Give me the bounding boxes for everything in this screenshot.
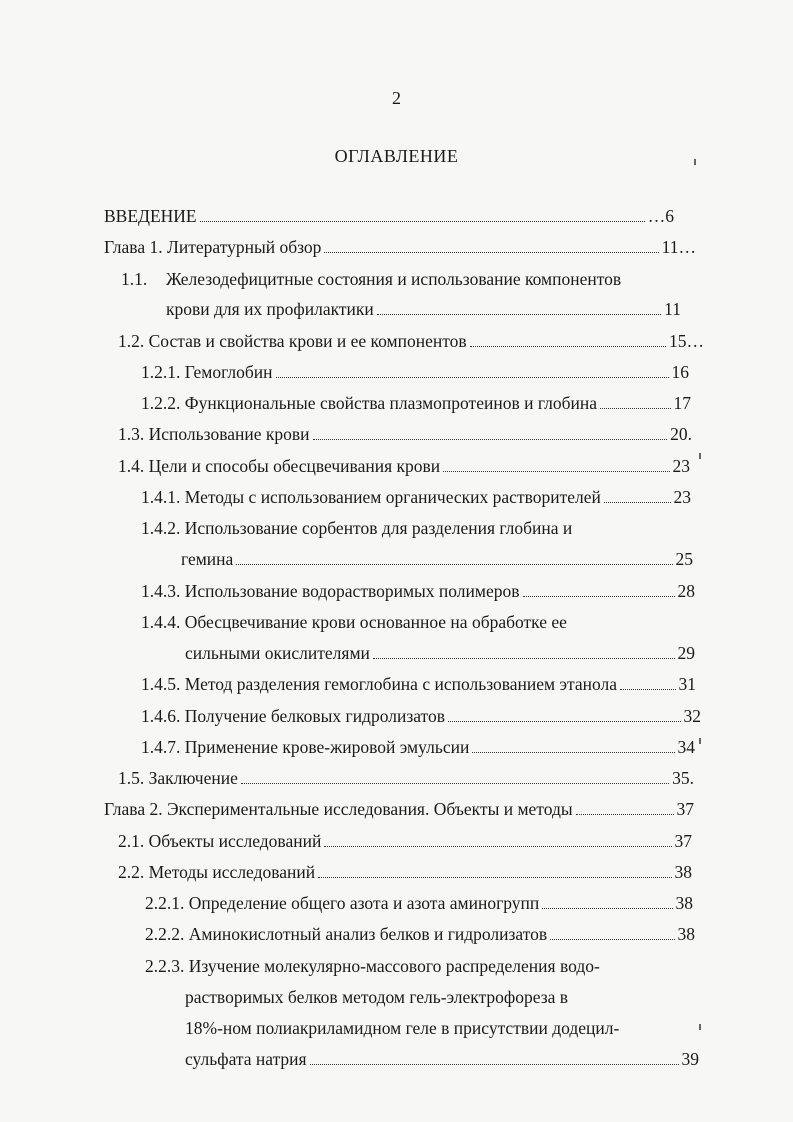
dot-leader [324,845,671,847]
toc-entry-page: 29 [677,643,695,663]
toc-entry-page: 23 [672,456,690,476]
toc-entry-title: 1.4.1. Методы с использованием органических растворителей [141,487,601,507]
toc-entry-title: 1.3. Использование крови [118,424,310,444]
toc-title: ОГЛАВЛЕНИЕ [334,146,459,166]
toc-entry-2-2-1[interactable] [145,891,693,915]
toc-entry-title: 1.2. Состав и свойства крови и ее компонентов [118,331,467,351]
toc-entry-page: 23 [673,487,691,507]
toc-entry-title: 1.4.6. Получение белковых гидролизатов [141,706,445,726]
toc-entry-2-2-3-line2[interactable]: растворимых белков методом гель-электрофореза в [185,987,569,1007]
toc-entry-page: 34 [677,737,695,757]
toc-entry-page: 37 [676,799,694,819]
toc-entry-1-2[interactable] [118,329,704,353]
toc-entry-title: гемина [181,549,234,569]
toc-entry-1-1-continuation[interactable] [166,297,681,321]
toc-entry-2-2-3-title[interactable]: 2.2.3. Изучение молекулярно-массового распределения водо- [145,956,600,976]
toc-entry-title: сульфата натрия [185,1049,307,1069]
toc-entry-1-4-7[interactable] [141,735,695,759]
dot-leader [620,688,675,690]
toc-entry-chapter-1[interactable] [104,235,696,259]
toc-entry-1-4-4-continuation[interactable] [185,641,695,665]
toc-entry-title: 2.1. Объекты исследований [118,831,322,851]
toc-entry-page: 35. [672,768,694,788]
toc-entry-title: 1.2.1. Гемоглобин [141,362,273,382]
toc-entry-title: 1.4. Цели и способы обесцвечивания крови [118,456,441,476]
toc-entry-introduction[interactable] [104,204,674,228]
dot-leader [377,313,661,315]
toc-entry-title: сильными окислителями [185,643,370,663]
dot-leader [241,782,669,784]
scan-speck [694,159,696,165]
dot-leader [310,1063,679,1065]
toc-entry-2-1[interactable] [118,829,692,853]
scan-speck [699,1024,701,1030]
toc-entry-page: 38 [675,893,693,913]
dot-leader [576,813,674,815]
toc-entry-1-1-number: 1.1. [121,269,148,289]
toc-entry-page: 31 [678,674,696,694]
toc-entry-page: 38 [674,862,692,882]
toc-entry-title: Глава 2. Экспериментальные исследования. Объекты и методы [104,799,573,819]
toc-entry-1-4-3[interactable] [141,579,695,603]
toc-entry-2-2-2[interactable] [145,922,695,946]
toc-entry-page: 16 [671,362,689,382]
dot-leader [236,563,672,565]
toc-entry-page: 11… [661,237,696,257]
toc-entry-title: 2.2. Методы исследований [118,862,316,882]
toc-entry-1-4-2-title[interactable]: 1.4.2. Использование сорбентов для разделения глобина и [141,518,573,538]
dot-leader [313,438,668,440]
toc-entry-page: 38 [677,924,695,944]
toc-entry-1-4[interactable] [118,454,690,478]
toc-entry-1-3[interactable] [118,422,692,446]
toc-entry-page: 15… [669,331,704,351]
toc-entry-page: 28 [677,581,695,601]
toc-entry-title: 1.4.7. Применение крове-жировой эмульсии [141,737,470,757]
dot-leader [324,251,658,253]
toc-entry-title: 1.2.2. Функциональные свойства плазмопротеинов и глобина [141,393,597,413]
toc-entry-1-4-5[interactable] [141,672,696,696]
toc-entry-page: 37 [674,831,692,851]
dot-leader [604,501,671,503]
dot-leader [472,751,674,753]
toc-entry-title: 1.5. Заключение [118,768,238,788]
toc-entry-chapter-2[interactable] [104,797,694,821]
toc-entry-page: …6 [647,206,674,226]
toc-entry-1-4-4-title[interactable]: 1.4.4. Обесцвечивание крови основанное на обработке ее [141,612,567,632]
dot-leader [276,376,669,378]
toc-entry-page: 20. [670,424,692,444]
toc-entry-page: 17 [673,393,691,413]
dot-leader [318,876,671,878]
toc-entry-1-5[interactable] [118,766,694,790]
toc-entry-page: 11 [664,299,681,319]
toc-entry-page: 32 [683,706,701,726]
scan-speck [699,453,701,459]
scan-speck [699,738,701,744]
toc-entry-2-2[interactable] [118,860,692,884]
dot-leader [470,345,666,347]
toc-entry-page: 39 [681,1049,699,1069]
dot-leader [448,720,681,722]
toc-entry-title: 1.4.5. Метод разделения гемоглобина с использованием этанола [141,674,618,694]
toc-entry-1-4-2-continuation[interactable] [181,547,693,571]
toc-entry-2-2-3-continuation[interactable] [185,1047,699,1071]
toc-entry-title: 1.4.3. Использование водорастворимых полимеров [141,581,520,601]
dot-leader [523,595,675,597]
toc-entry-1-2-2[interactable] [141,391,691,415]
toc-entry-title: Глава 1. Литературный обзор [104,237,322,257]
toc-entry-2-2-3-line3[interactable]: 18%-ном полиакриламидном геле в присутствии додецил- [185,1018,620,1038]
dot-leader [373,657,675,659]
toc-entry-title: 2.2.2. Аминокислотный анализ белков и гидролизатов [145,924,548,944]
toc-entry-title: 2.2.1. Определение общего азота и азота аминогрупп [145,893,540,913]
toc-entry-1-1-title[interactable]: Железодефицитные состояния и использование компонентов [166,269,622,289]
toc-entry-title: крови для их профилактики [166,299,374,319]
dot-leader [600,407,671,409]
toc-entry-1-4-6[interactable] [141,704,701,728]
dot-leader [200,220,645,222]
page-number: 2 [392,88,401,108]
toc-entry-1-2-1[interactable] [141,360,689,384]
dot-leader [550,938,674,940]
toc-entry-1-4-1[interactable] [141,485,691,509]
dot-leader [443,470,669,472]
toc-entry-page: 25 [675,549,693,569]
toc-entry-title: ВВЕДЕНИЕ [104,206,197,226]
dot-leader [542,907,672,909]
